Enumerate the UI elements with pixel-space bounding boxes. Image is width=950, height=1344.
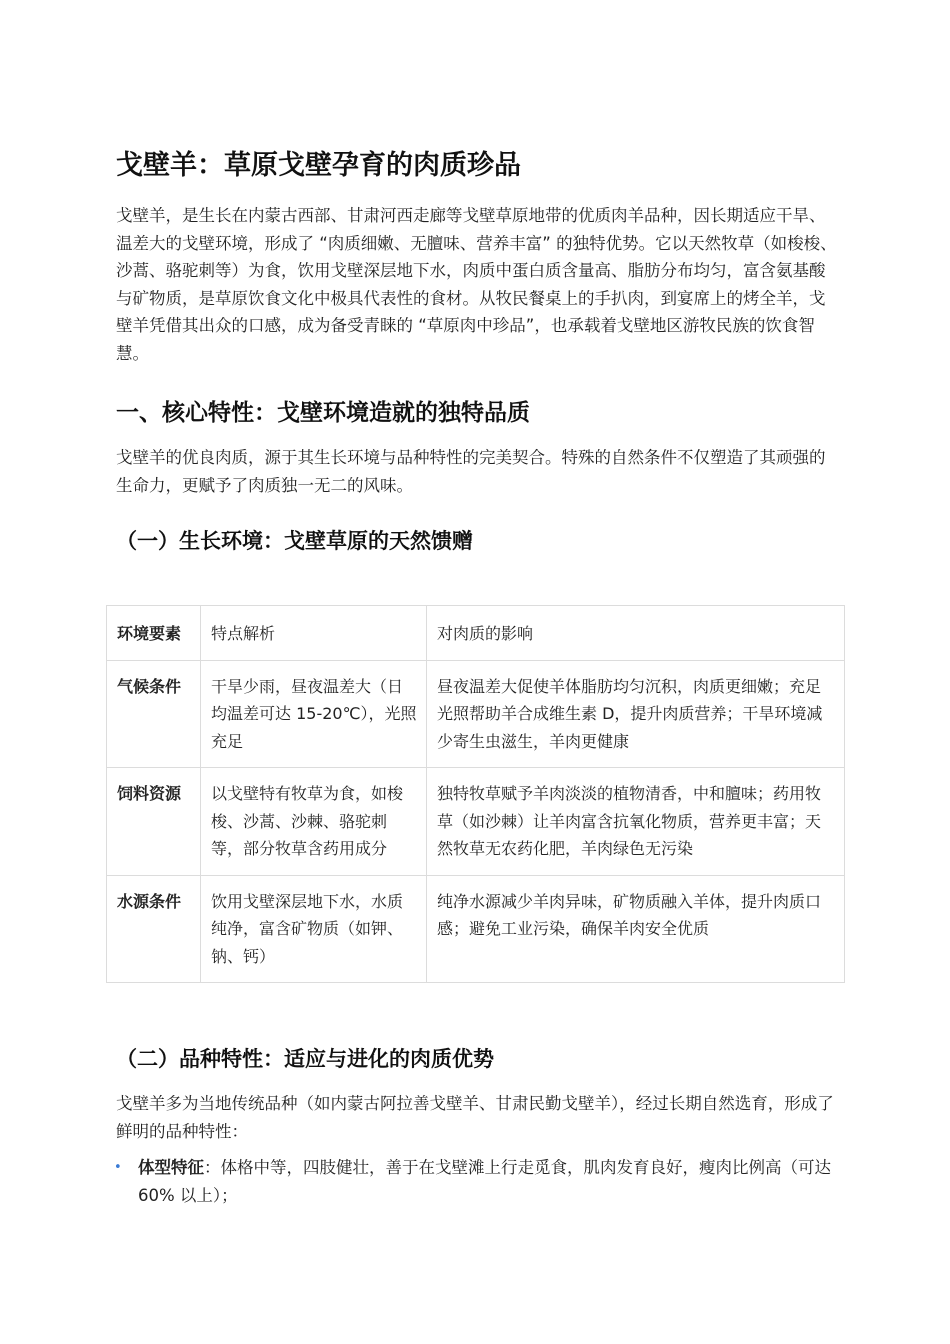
table-cell-feature: 干旱少雨，昼夜温差大（日均温差可达 15-20℃），光照充足 (201, 660, 427, 768)
intro-paragraph: 戈壁羊，是生长在内蒙古西部、甘肃河西走廊等戈壁草原地带的优质肉羊品种，因长期适应干旱、温差大的戈壁环境，形成了 “肉质细嫩、无膻味、营养丰富” 的独特优势。它以天然牧草（如梭梭、沙蒿、骆驼刺等）为食，饮用戈壁深层地下水，肉质中蛋白质含量高、脂肪分布均匀，富含氨基酸与矿物质，是草原饮食文化中极具代表性的食材。从牧民餐桌上的手扒肉，到宴席上的烤全羊，戈壁羊凭借其出众的口感，成为备受青睐的 “草原肉中珍品”，也承载着戈壁地区游牧民族的饮食智慧。 (116, 206, 837, 363)
table-cell-feature: 饮用戈壁深层地下水，水质纯净，富含矿物质（如钾、钠、钙） (201, 875, 427, 983)
table-header-cell: 特点解析 (201, 606, 427, 661)
table-row (107, 768, 845, 876)
table-row (107, 875, 845, 983)
table-cell-impact: 昼夜温差大促使羊体脂肪均匀沉积，肉质更细嫩；充足光照帮助羊合成维生素 D，提升肉质营养；干旱环境减少寄生虫滋生，羊肉更健康 (427, 660, 845, 768)
section-heading-core-traits: 一、核心特性：戈壁环境造就的独特品质 (116, 400, 530, 426)
table-cell-feature: 以戈壁特有牧草为食，如梭梭、沙蒿、沙棘、骆驼刺等，部分牧草含药用成分 (201, 768, 427, 876)
table-header-row (107, 606, 845, 661)
table-row (107, 660, 845, 768)
table-header-cell: 环境要素 (107, 606, 201, 661)
document-title: 戈壁羊：草原戈壁孕育的肉质珍品 (116, 150, 521, 181)
table-cell-factor: 饲料资源 (107, 768, 201, 876)
section-paragraph: 戈壁羊的优良肉质，源于其生长环境与品种特性的完美契合。特殊的自然条件不仅塑造了其顽强的生命力，更赋予了肉质独一无二的风味。 (116, 448, 826, 495)
table-cell-factor: 气候条件 (107, 660, 201, 768)
section-paragraph: 戈壁羊多为当地传统品种（如内蒙古阿拉善戈壁羊、甘肃民勤戈壁羊），经过长期自然选育，形成了鲜明的品种特性： (116, 1094, 834, 1141)
table-cell-impact: 独特牧草赋予羊肉淡淡的植物清香，中和膻味；药用牧草（如沙棘）让羊肉富含抗氧化物质，营养更丰富；天然牧草无农药化肥，羊肉绿色无污染 (427, 768, 845, 876)
bullet-icon: • (114, 1160, 122, 1175)
trait-text: ：体格中等，四肢健壮，善于在戈壁滩上行走觅食，肌肉发育良好，瘦肉比例高（可达 60% 以上）； (138, 1158, 831, 1205)
subsection-heading-breed: （二）品种特性：适应与进化的肉质优势 (116, 1047, 494, 1071)
trait-list (112, 1154, 838, 1209)
table-header-cell: 对肉质的影响 (427, 606, 845, 661)
subsection-heading-environment: （一）生长环境：戈壁草原的天然馈赠 (116, 529, 473, 553)
environment-table (106, 605, 845, 983)
list-item (112, 1154, 838, 1209)
table-cell-impact: 纯净水源减少羊肉异味，矿物质融入羊体，提升肉质口感；避免工业污染，确保羊肉安全优质 (427, 875, 845, 983)
trait-name: 体型特征 (138, 1158, 204, 1177)
table-cell-factor: 水源条件 (107, 875, 201, 983)
